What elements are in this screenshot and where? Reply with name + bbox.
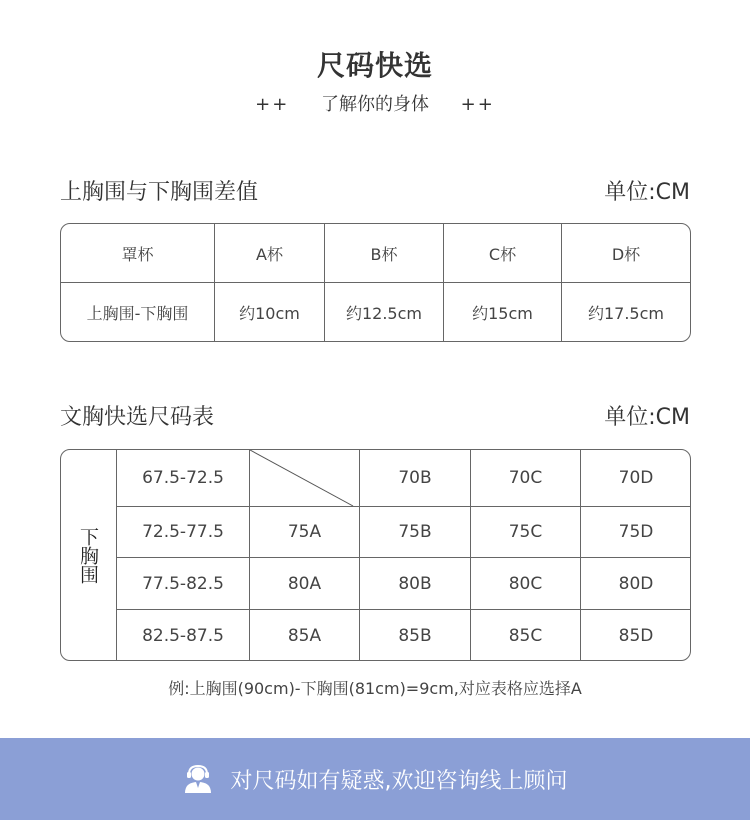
table-cell: 80B xyxy=(360,558,471,609)
table-cell: 70D xyxy=(618,468,654,488)
page-title: 尺码快选 xyxy=(316,49,433,82)
table-cell: 82.5-87.5 xyxy=(117,610,250,661)
customer-service-icon xyxy=(183,764,213,794)
size-grid xyxy=(117,450,691,660)
table-cell: 70B xyxy=(360,450,471,506)
page-subtitle xyxy=(0,90,750,116)
table-cell: 77.5-82.5 xyxy=(117,558,250,609)
table-header-cell: B杯 xyxy=(325,224,444,282)
size-chart-table xyxy=(60,449,691,661)
table-cell: 75C xyxy=(471,507,581,557)
table-row xyxy=(61,283,690,341)
example-note: 例:上胸围(90cm)-下胸围(81cm)=9cm,对应表格应选择A xyxy=(168,679,582,698)
table-cell: 约10cm xyxy=(215,283,325,341)
table-header-cell: D杯 xyxy=(611,244,641,264)
consult-banner[interactable] xyxy=(0,738,750,820)
section2-title: 文胸快选尺码表 xyxy=(60,405,215,430)
table-cell: 72.5-77.5 xyxy=(117,507,250,557)
deco-right: ++ xyxy=(460,94,495,115)
section1-unit: 单位:CM xyxy=(604,180,690,205)
table-cell: 67.5-72.5 xyxy=(117,450,250,506)
table-cell: 75A xyxy=(250,507,360,557)
table-cell: 85D xyxy=(618,625,654,646)
table-cell: 约15cm xyxy=(444,283,562,341)
table-header-cell: C杯 xyxy=(444,224,562,282)
table-cell: 75D xyxy=(618,522,654,542)
side-label-cell xyxy=(61,450,117,660)
table-cell: 约12.5cm xyxy=(325,283,444,341)
section2-unit: 单位:CM xyxy=(604,405,690,430)
table-header-cell: A杯 xyxy=(215,224,325,282)
table-header-cell: 罩杯 xyxy=(61,224,215,282)
table-row xyxy=(117,450,691,507)
diagonal-line xyxy=(250,450,359,506)
table-row xyxy=(117,558,691,610)
table-header-row xyxy=(61,224,690,283)
table-cell: 80A xyxy=(250,558,360,609)
table-cell: 75B xyxy=(360,507,471,557)
table-cell: 80C xyxy=(471,558,581,609)
table-cell: 85A xyxy=(250,610,360,661)
table-cell: 85C xyxy=(471,610,581,661)
deco-left: ++ xyxy=(255,94,290,115)
side-label: 下胸围 xyxy=(77,526,99,584)
diagonal-cell xyxy=(250,450,360,506)
table-cell: 85B xyxy=(360,610,471,661)
consult-text: 对尺码如有疑惑,欢迎咨询线上顾问 xyxy=(230,768,568,794)
table-cell: 70C xyxy=(471,450,581,506)
table-row xyxy=(117,610,691,661)
table-row xyxy=(117,507,691,558)
table-cell: 80D xyxy=(618,573,654,594)
subtitle-text: 了解你的身体 xyxy=(321,94,429,115)
section1-title: 上胸围与下胸围差值 xyxy=(60,180,259,205)
table-cell: 约17.5cm xyxy=(587,303,664,323)
table-cell: 上胸围-下胸围 xyxy=(61,283,215,341)
cup-difference-table xyxy=(60,223,691,342)
